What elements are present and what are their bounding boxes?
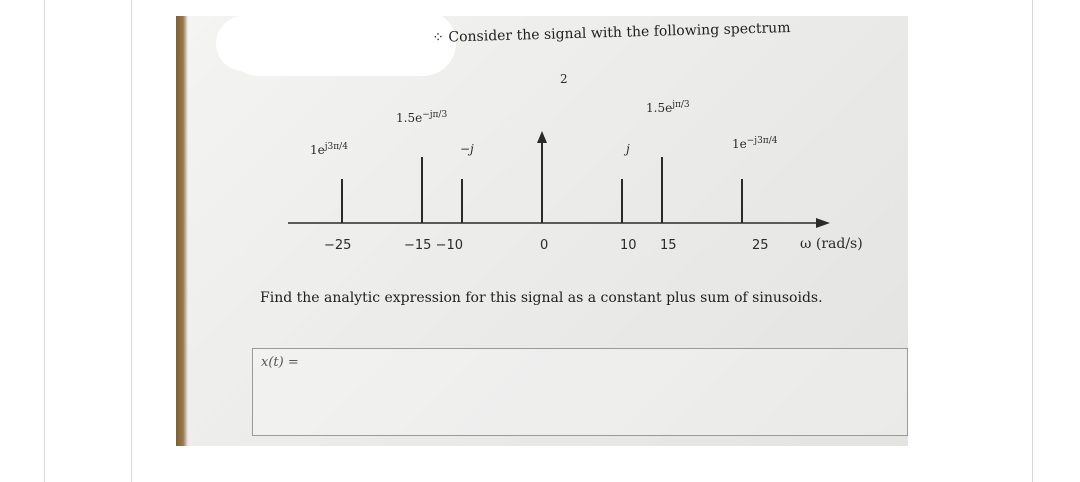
label-p15-exp: jπ/3 [672, 100, 690, 110]
label-p25-base: 1e [732, 137, 747, 151]
label-omega-p10 [626, 142, 630, 156]
label-m10-text: −j [460, 142, 474, 156]
label-omega-m10 [460, 142, 474, 156]
label-p10-text: j [626, 142, 630, 156]
label-m25-exp: j3π/4 [324, 142, 348, 152]
label-m15-base: 1.5e [396, 111, 423, 125]
instruction-text: Find the analytic expression for this signal as a constant plus sum of sinusoids. [260, 290, 823, 306]
spectral-lines [342, 131, 742, 223]
label-omega-m25 [310, 142, 348, 157]
tick-label-m15-m10: −15 −10 [404, 238, 464, 253]
dc-arrowhead [537, 131, 547, 143]
label-m25-base: 1e [310, 143, 325, 157]
label-omega-m15 [396, 110, 447, 125]
label-m15-exp: −jπ/3 [422, 110, 448, 120]
tick-label-p15: 15 [660, 238, 677, 253]
answer-label: x(t) = [261, 355, 299, 370]
label-omega-0 [560, 72, 568, 86]
label-omega-p25 [732, 136, 777, 151]
heading-text: Consider the signal with the following spectrum [448, 19, 791, 46]
label-omega-p15 [646, 100, 690, 115]
tick-label-zero: 0 [540, 238, 549, 253]
label-0-text: 2 [560, 72, 568, 86]
axis-arrowhead [816, 218, 830, 228]
answer-box[interactable] [252, 348, 908, 436]
left-column-border [131, 0, 132, 482]
tick-label-p10: 10 [620, 238, 637, 253]
tick-label-m25: −25 [324, 238, 352, 253]
label-p15-base: 1.5e [646, 101, 673, 115]
problem-photo [176, 16, 908, 446]
axis-label: ω (rad/s) [800, 236, 863, 252]
right-column-border [1032, 0, 1033, 482]
label-p25-exp: −j3π/4 [746, 136, 778, 146]
heading-mark: ⁘ [432, 29, 449, 46]
tick-label-p25: 25 [752, 238, 769, 253]
left-page-border [44, 0, 45, 482]
answer-input[interactable] [303, 353, 897, 431]
